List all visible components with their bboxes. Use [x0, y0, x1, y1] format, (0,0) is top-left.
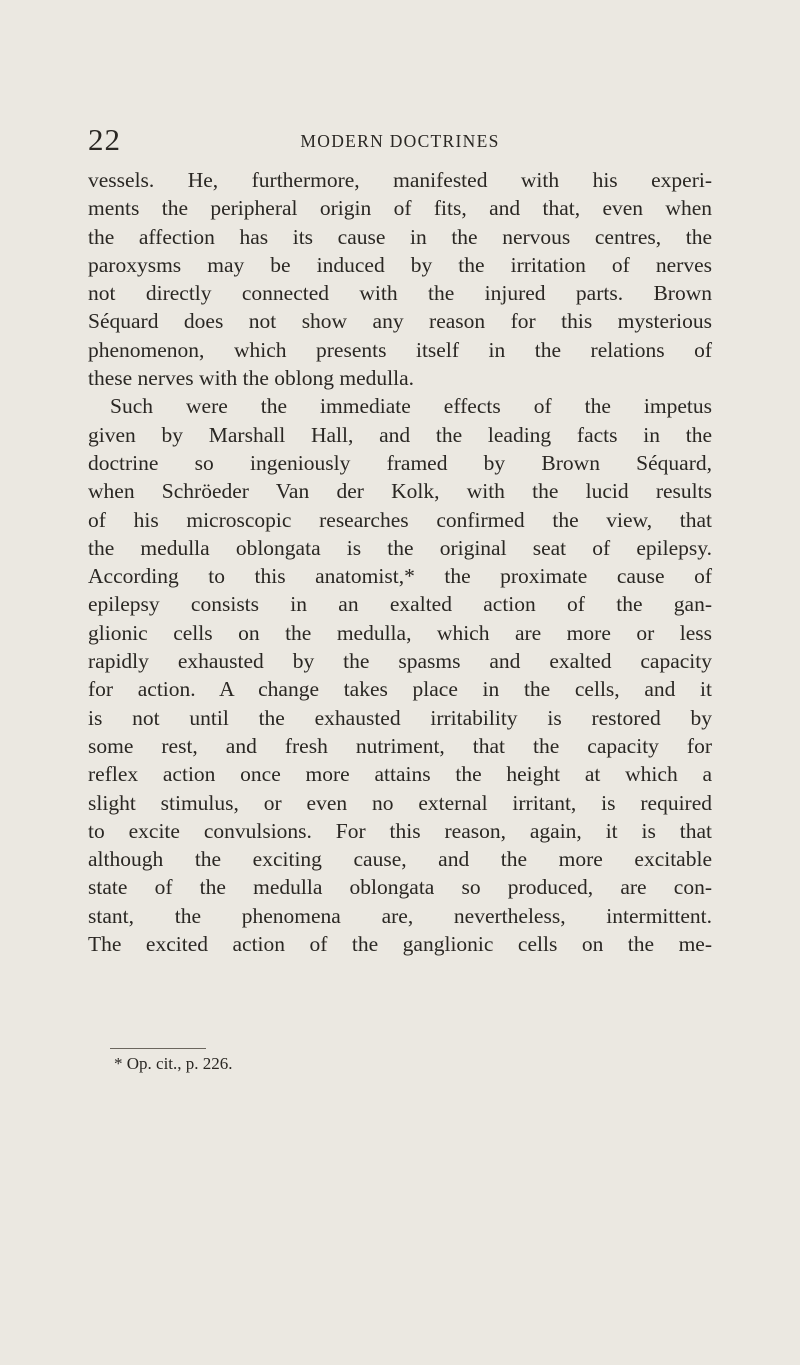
text-line: stant, the phenomena are, nevertheless, intermittent.	[88, 903, 712, 928]
text-line: these nerves with the oblong medulla.	[88, 366, 415, 391]
footnote: * Op. cit., p. 226.	[114, 1054, 233, 1073]
text-line: state of the medulla oblongata so produced, are con-	[88, 875, 712, 900]
text-line: ments the peripheral origin of fits, and that, even when	[88, 196, 712, 221]
text-line: phenomenon, which presents itself in the relations of	[88, 337, 712, 362]
text-line: Séquard does not show any reason for this mysterious	[88, 309, 712, 334]
page-header	[88, 120, 712, 160]
text-line: rapidly exhausted by the spasms and exalted capacity	[88, 649, 712, 674]
text-line: glionic cells on the medulla, which are more or less	[88, 620, 712, 645]
text-line: is not until the exhausted irritability is restored by	[88, 705, 712, 730]
text-line: According to this anatomist,* the proximate cause of	[88, 564, 712, 589]
text-line: although the exciting cause, and the more excitable	[88, 847, 712, 872]
text-line: epilepsy consists in an exalted action of the gan-	[88, 592, 712, 617]
text-line: given by Marshall Hall, and the leading facts in the	[88, 422, 712, 447]
text-line: when Schröeder Van der Kolk, with the lucid results	[88, 479, 712, 504]
text-line: of his microscopic researches confirmed the view, that	[88, 507, 712, 532]
footnote-divider	[110, 1048, 206, 1049]
text-line: some rest, and fresh nutriment, that the capacity for	[88, 733, 712, 758]
text-line: vessels. He, furthermore, manifested with his experi-	[88, 168, 712, 192]
text-line: not directly connected with the injured parts. Brown	[88, 281, 712, 306]
text-line: slight stimulus, or even no external irritant, is required	[88, 790, 712, 815]
text-line: reflex action once more attains the height at which a	[88, 762, 712, 787]
text-line: The excited action of the ganglionic cells on the me-	[88, 932, 712, 957]
text-line: for action. A change takes place in the cells, and it	[88, 677, 712, 702]
body-text	[88, 166, 712, 958]
text-line: paroxysms may be induced by the irritation of nerves	[88, 252, 712, 277]
text-line: to excite convulsions. For this reason, again, it is that	[88, 818, 712, 843]
text-line: the medulla oblongata is the original seat of epilepsy.	[88, 535, 712, 560]
page-number: 22	[88, 122, 121, 157]
text-line: the affection has its cause in the nervous centres, the	[88, 224, 712, 249]
paragraph-start-line: Such were the immediate effects of the impetus	[110, 394, 712, 419]
text-line: doctrine so ingeniously framed by Brown Séquard,	[88, 450, 712, 475]
running-head: MODERN DOCTRINES	[300, 131, 500, 151]
